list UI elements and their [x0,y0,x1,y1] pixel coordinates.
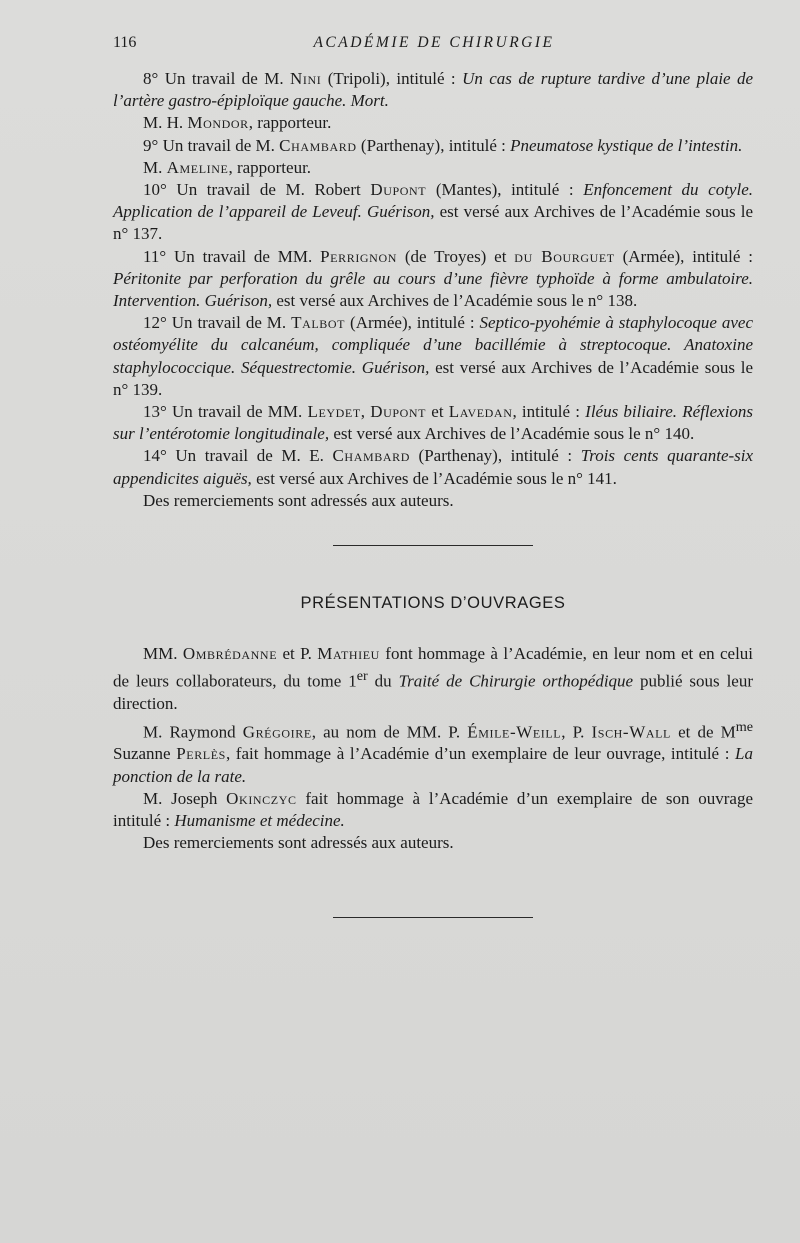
work-title: Un cas de rupture tardive d’une plaie de l’artère gastro-épiploïque gauche. Mort. [113,69,754,111]
entry-paragraph: 12° Un travail de M. Talbot (Armée), intitulé : Septico-pyohémie à staphylocoque avec ostéomyélite du calcanéum, compliquée d’une bacillémie à streptocoque. Anatoxine staphylococcique. Séquestrectomie. Guérison, est versé aux Archives de l’Académie sous le n° 139. [113,313,754,399]
author-name: Grégoire [242,722,312,742]
author-name: Ombrédanne [182,644,278,664]
work-title: La ponction de la rate. [113,744,754,786]
presentation-paragraph: MM. Ombrédanne et P. Mathieu font hommage à l’Académie, en leur nom et en celui de leurs collaborateurs, du tome 1er du Traité de Chirurgie orthopédique publié sous leur direction. [113,644,754,714]
author-name: Nini [290,69,322,88]
entry-paragraph: 9° Un travail de M. Chambard (Parthenay), intitulé : Pneumatose kystique de l’intestin. [143,135,743,155]
work-title: Septico-pyohémie à staphylocoque avec ostéomyélite du calcanéum, compliquée d’une bacillémie à streptocoque. Anatoxine staphylococcique. Séquestrectomie. Guérison, [113,313,754,377]
rapporteur-line: M. Ameline, rapporteur. [143,157,312,177]
entry-paragraph: 8° Un travail de M. Nini (Tripoli), intitulé : Un cas de rupture tardive d’une plaie de l’artère gastro-épiploïque gauche. Mort. [113,69,754,111]
author-name: Isch-Wall [591,722,671,742]
page-header [113,34,755,58]
author-name: Chambard [279,135,357,155]
rapporteur-name: Mondor [187,113,249,133]
section-divider [333,545,533,546]
thanks-line: Des remerciements sont adressés aux auteurs. [143,833,454,853]
author-name: Perlès [176,744,226,764]
author-name: Talbot [291,313,346,333]
presentation-paragraph: M. Raymond Grégoire, au nom de MM. P. Émile-Weill, P. Isch-Wall et de $M^{me}$ Suzanne Perlès, fait hommage à l’Académie d’un exemplaire de leur ouvrage, intitulé : La ponction de la rate. [113,718,754,786]
rapporteur-line: M. H. Mondor, rapporteur. [143,113,332,133]
author-name: Okinczyc [226,788,297,808]
work-title: Enfoncement du cotyle. Application de l’appareil de Leveuf. Guérison, [113,180,753,222]
author-name: Leydet [307,402,361,422]
work-title: Humanisme et médecine. [174,811,345,830]
author-name: Dupont [370,402,427,422]
entry-paragraph: 14° Un travail de M. E. Chambard (Parthenay), intitulé : Trois cents quarante-six appendicites aiguës, est versé aux Archives de l’Académie sous le n° 141. [113,446,754,488]
author-name: du Bourguet [514,246,615,266]
thanks-line: Des remerciements sont adressés aux auteurs. [143,490,454,510]
author-name: Chambard [332,446,410,466]
work-title: Traité de Chirurgie orthopédique [398,672,634,692]
page-body [113,68,753,918]
work-title: Trois cents quarante-six appendicites aiguës, [113,446,754,488]
work-title: Iléus biliaire. Réflexions sur l’entérotomie longitudinale, [113,402,754,444]
entry-paragraph: 10° Un travail de M. Robert Dupont (Mantes), intitulé : Enfoncement du cotyle. Application de l’appareil de Leveuf. Guérison, est versé aux Archives de l’Académie sous le n° 137. [113,180,753,244]
author-name: Dupont [370,180,427,200]
page-number: 116 [113,34,137,51]
section-divider [333,917,533,918]
work-title: Péritonite par perforation du grêle au cours d’une fièvre typhoïde à forme ambulatoire. Intervention. Guérison, [113,268,753,311]
presentation-paragraph: M. Joseph Okinczyc fait hommage à l’Académie d’un exemplaire de son ouvrage intitulé : Humanisme et médecine. [113,788,754,830]
entry-paragraph: 13° Un travail de MM. Leydet, Dupont et Lavedan, intitulé : Iléus biliaire. Réflexions sur l’entérotomie longitudinale, est versé aux Archives de l’Académie sous le n° 140. [113,402,754,444]
author-name: Mathieu [317,644,380,664]
entry-paragraph: 11° Un travail de MM. Perrignon (de Troyes) et du Bourguet (Armée), intitulé : Péritonite par perforation du grêle au cours d’une fièvre typhoïde à forme ambulatoire. Intervention. Guérison, est versé aux Archives de l’Académie sous le n° 138. [113,246,753,311]
author-name: Émile-Weill [467,722,562,742]
work-title: Pneumatose kystique de l’intestin. [510,135,743,155]
author-name: Lavedan [448,402,513,422]
author-name: Perrignon [320,246,397,266]
running-title: ACADÉMIE DE CHIRURGIE [313,34,555,51]
section-heading: PRÉSENTATIONS D’OUVRAGES [300,594,566,613]
rapporteur-name: Ameline [166,157,229,177]
